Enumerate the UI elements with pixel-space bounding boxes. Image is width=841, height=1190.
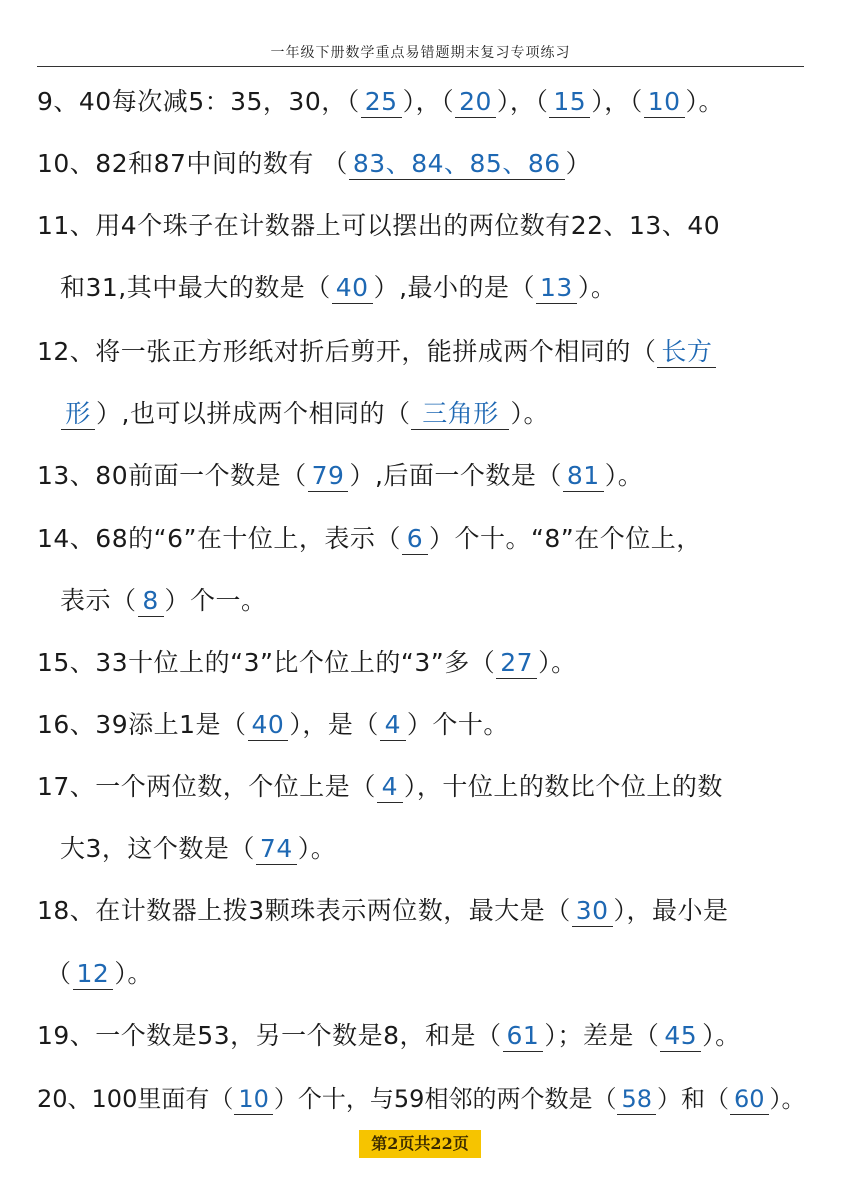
q20-text: ）和（ bbox=[657, 1085, 729, 1113]
question-19 bbox=[37, 1016, 741, 1056]
q18-text: ），最小是 bbox=[613, 896, 729, 925]
q19-text: 19、一个数是53，另一个数是8，和是（ bbox=[37, 1021, 502, 1050]
q18-answer-1: 30 bbox=[572, 896, 613, 927]
q14-text: 14、68的“6”在十位上，表示（ bbox=[37, 524, 401, 553]
question-17-line-2 bbox=[60, 829, 336, 869]
q13-answer-2: 81 bbox=[563, 461, 604, 492]
page-header: 一年级下册数学重点易错题期末复习专项练习 bbox=[270, 45, 571, 61]
q20-answer-2: 58 bbox=[617, 1084, 656, 1115]
q15-text: ）。 bbox=[538, 648, 577, 677]
q18-text: （ bbox=[46, 959, 72, 988]
q19-answer-2: 45 bbox=[660, 1021, 701, 1052]
q12-answer-2: 三角形 bbox=[411, 399, 509, 430]
q17-answer-2: 74 bbox=[256, 834, 297, 865]
q9-answer-2: 20 bbox=[455, 87, 496, 118]
question-18-line-2 bbox=[46, 954, 153, 994]
q16-answer-1: 40 bbox=[248, 710, 289, 741]
q16-text: ），是（ bbox=[289, 710, 379, 739]
q15-text: 15、33十位上的“3”比个位上的“3”多（ bbox=[37, 648, 496, 677]
q9-text: ），（ bbox=[591, 87, 643, 116]
question-11 bbox=[37, 206, 720, 246]
q11-text: ）,最小的是（ bbox=[373, 273, 536, 302]
question-12-line-2 bbox=[60, 394, 549, 434]
q14-answer-2: 8 bbox=[138, 586, 164, 617]
q13-text: ）,后面一个数是（ bbox=[349, 461, 562, 490]
q20-text: ）。 bbox=[769, 1085, 806, 1113]
q9-text: ），（ bbox=[402, 87, 455, 116]
q20-text: 20、100里面有（ bbox=[37, 1085, 234, 1113]
q12-answer-1: 长方 bbox=[657, 337, 716, 368]
q13-text: 13、80前面一个数是（ bbox=[37, 461, 307, 490]
q20-answer-3: 60 bbox=[730, 1084, 769, 1115]
q17-answer-1: 4 bbox=[377, 772, 403, 803]
q11-text: ）。 bbox=[577, 273, 617, 302]
question-13 bbox=[37, 456, 643, 496]
q17-text: 大3，这个数是（ bbox=[60, 834, 255, 863]
q10-answer: 83、84、85、86 bbox=[349, 149, 565, 180]
q19-answer-1: 61 bbox=[503, 1021, 544, 1052]
q12-answer-1-cont: 形 bbox=[61, 399, 95, 430]
q12-text: 12、将一张正方形纸对折后剪开，能拼成两个相同的（ bbox=[37, 337, 657, 366]
question-11-line-2 bbox=[60, 268, 616, 308]
header-rule bbox=[37, 66, 804, 67]
q19-text: ）；差是（ bbox=[544, 1021, 660, 1050]
q18-text: ）。 bbox=[114, 959, 153, 988]
question-18 bbox=[37, 891, 729, 931]
question-10 bbox=[37, 144, 591, 184]
q14-text: ）个十。“8”在个位上， bbox=[428, 524, 702, 553]
q9-answer-1: 25 bbox=[361, 87, 402, 118]
q9-answer-3: 15 bbox=[549, 87, 590, 118]
q20-answer-1: 10 bbox=[234, 1084, 273, 1115]
q9-text: 9、40每次减5：35，30，（ bbox=[37, 87, 360, 116]
q14-text: 表示（ bbox=[60, 586, 137, 615]
q12-text: ）,也可以拼成两个相同的（ bbox=[96, 399, 411, 428]
q9-text: ），（ bbox=[496, 87, 549, 116]
q18-answer-2: 12 bbox=[73, 959, 114, 990]
q16-text: 16、39添上1是（ bbox=[37, 710, 247, 739]
question-14 bbox=[37, 519, 702, 559]
q11-text: 11、用4个珠子在计数器上可以摆出的两位数有22、13、40 bbox=[37, 211, 721, 240]
q17-text: ），十位上的数比个位上的数 bbox=[403, 772, 723, 801]
q11-answer-1: 40 bbox=[332, 273, 373, 304]
q13-text: ）。 bbox=[604, 461, 644, 490]
q9-answer-4: 10 bbox=[644, 87, 685, 118]
q19-text: ）。 bbox=[702, 1021, 741, 1050]
q15-answer: 27 bbox=[496, 648, 537, 679]
page-number-badge: 第2页共22页 bbox=[359, 1130, 481, 1158]
q10-text: 10、82和87中间的数有 （ bbox=[37, 149, 348, 178]
q12-text: ）。 bbox=[510, 399, 549, 428]
q16-answer-2: 4 bbox=[380, 710, 406, 741]
question-16 bbox=[37, 705, 509, 745]
q10-text: ） bbox=[565, 149, 592, 178]
question-12 bbox=[37, 332, 717, 372]
q11-answer-2: 13 bbox=[536, 273, 577, 304]
q20-text: ）个十，与59相邻的两个数是（ bbox=[273, 1085, 617, 1113]
question-15 bbox=[37, 643, 577, 683]
q17-text: ）。 bbox=[297, 834, 337, 863]
q11-text: 和31,其中最大的数是（ bbox=[60, 273, 331, 302]
q17-text: 17、一个两位数，个位上是（ bbox=[37, 772, 376, 801]
q16-text: ）个十。 bbox=[406, 710, 509, 739]
q13-answer-1: 79 bbox=[308, 461, 349, 492]
q18-text: 18、在计数器上拨3颗珠表示两位数，最大是（ bbox=[37, 896, 571, 925]
q14-text: ）个一。 bbox=[164, 586, 267, 615]
q14-answer-1: 6 bbox=[402, 524, 428, 555]
question-9 bbox=[37, 82, 724, 122]
question-20 bbox=[37, 1079, 806, 1119]
q9-text: ）。 bbox=[685, 87, 725, 116]
question-14-line-2 bbox=[60, 581, 267, 621]
question-17 bbox=[37, 767, 723, 807]
